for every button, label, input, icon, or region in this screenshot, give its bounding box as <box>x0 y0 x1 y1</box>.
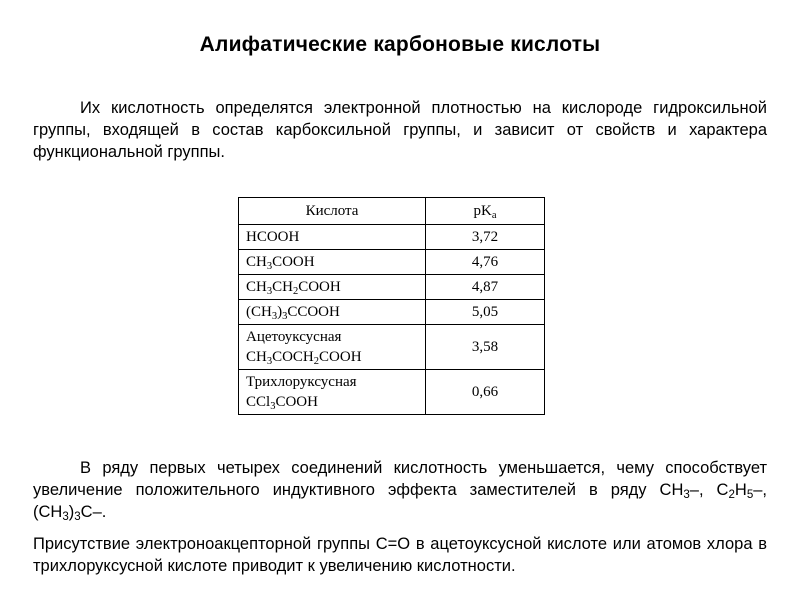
acid-name-cell <box>239 300 426 325</box>
acid-formula: $(CH_3)_3CCOOH$ <box>246 304 340 322</box>
pka-value-cell: 4,87 <box>426 275 545 300</box>
table-row <box>239 275 545 300</box>
acid-name-cell <box>239 250 426 275</box>
acid-common-name: Трихлоруксусная <box>246 374 357 390</box>
pka-value-cell: 4,76 <box>426 250 545 275</box>
acid-name-cell <box>239 370 426 415</box>
trend-paragraph <box>33 457 767 523</box>
substituent-series: $CH_3-$, $C_2H_5-$, $(CH_3)_3C-$. <box>33 481 767 523</box>
page-title: Алифатические карбоновые кислоты <box>199 33 601 56</box>
intro-paragraph: Их кислотность определятся электронной плотностью на кислороде гидроксильной группы, входящей в состав карбоксильной группы, и зависит от свойств и характера функциональной группы. <box>33 99 767 161</box>
trend-text: В ряду первых четырех соединений кислотность уменьшается, чему способствует увеличение положительного индуктивного эффекта заместителей в ряду <box>33 459 767 499</box>
acid-name-cell <box>239 325 426 370</box>
pka-column-header <box>426 198 545 225</box>
acid-formula: $CH_3COCH_2COOH$ <box>246 349 362 367</box>
pka-value-cell: 5,05 <box>426 300 545 325</box>
table-row <box>239 370 545 415</box>
table-row <box>239 325 545 370</box>
acid-column-header: Кислота <box>239 198 426 225</box>
acid-name-cell <box>239 275 426 300</box>
table-row <box>239 225 545 250</box>
acid-formula: CCl$_3$COOH <box>246 394 318 412</box>
acid-formula: $CH_3CH_2COOH$ <box>246 279 341 297</box>
pka-subscript: а <box>491 210 497 221</box>
acidity-table <box>238 197 545 415</box>
table-row <box>239 250 545 275</box>
acid-common-name: Ацетоуксусная <box>246 329 342 345</box>
pka-label: pK <box>473 203 492 219</box>
acid-formula: $CH_3COOH$ <box>246 254 315 272</box>
pka-value-cell: 3,72 <box>426 225 545 250</box>
acid-formula: HCOOH <box>246 229 300 245</box>
pka-value-cell: 0,66 <box>426 370 545 415</box>
table-header-row <box>239 198 545 225</box>
acid-name-cell <box>239 225 426 250</box>
conclusion-paragraph: Присутствие электроноакцепторной группы С=О в ацетоуксусной кислоте или атомов хлора в трихлоруксусной кислоте приводит к увеличению кислотности. <box>33 535 767 575</box>
pka-value-cell: 3,58 <box>426 325 545 370</box>
acid-rows <box>239 225 545 415</box>
table-row <box>239 300 545 325</box>
